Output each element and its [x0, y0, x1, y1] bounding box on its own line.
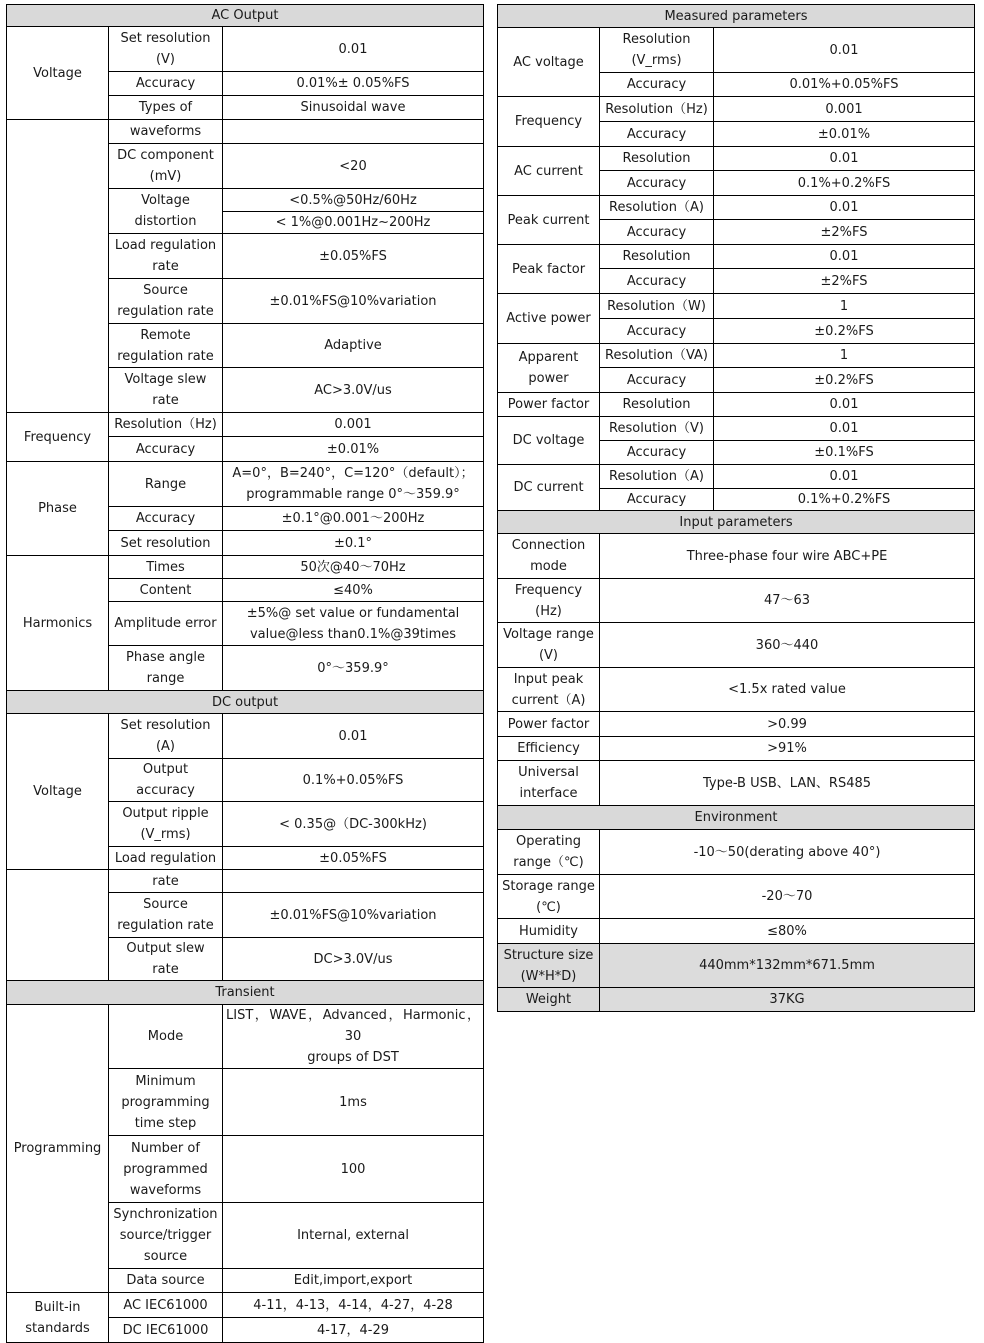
spec-cell: Range	[109, 462, 223, 507]
spec-cell: Peak current	[498, 196, 600, 245]
spec-cell: Storage range (℃)	[498, 875, 600, 919]
spec-cell: Harmonics	[7, 556, 109, 691]
spec-cell: Synchronization source/trigger source	[109, 1203, 223, 1269]
spec-cell: Edit,import,export	[223, 1269, 484, 1293]
spec-cell: Accuracy	[109, 72, 223, 96]
spec-cell: Resolution (V_rms)	[600, 28, 714, 73]
spec-cell: Accuracy	[109, 437, 223, 462]
spec-cell	[7, 870, 109, 981]
spec-row	[7, 5, 484, 27]
spec-cell: 0.01	[223, 714, 484, 759]
spec-row	[498, 534, 975, 579]
spec-cell: AC>3.0V/us	[223, 368, 484, 413]
spec-cell: Resolution（V)	[600, 417, 714, 441]
spec-cell: Power factor	[498, 712, 600, 737]
spec-row	[498, 919, 975, 944]
spec-cell: 0.01%± 0.05%FS	[223, 72, 484, 96]
spec-row	[7, 413, 484, 437]
spec-cell: DC>3.0V/us	[223, 938, 484, 981]
spec-cell	[223, 120, 484, 144]
spec-cell: Input peak current（A)	[498, 668, 600, 712]
measured-input-environment-spec-table	[497, 4, 975, 1012]
spec-cell: ±2%FS	[714, 220, 975, 245]
spec-row	[498, 28, 975, 73]
spec-cell	[7, 120, 109, 413]
spec-cell: 0.01	[714, 28, 975, 73]
spec-cell: DC component (mV)	[109, 144, 223, 189]
spec-cell: Weight	[498, 988, 600, 1012]
spec-cell: Accuracy	[600, 220, 714, 245]
spec-cell: Internal, external	[223, 1203, 484, 1269]
spec-cell: 0.1%+0.05%FS	[223, 759, 484, 802]
section-header: AC Output	[7, 5, 484, 27]
spec-cell: A=0°，B=240°，C=120°（default）； programmable range 0°～359.9°	[223, 462, 484, 507]
spec-cell: Source regulation rate	[109, 279, 223, 324]
spec-cell: Frequency	[7, 413, 109, 462]
spec-cell: 0.01	[714, 393, 975, 417]
spec-cell: <1.5x rated value	[600, 668, 975, 712]
spec-row	[498, 465, 975, 489]
spec-cell: Voltage	[7, 714, 109, 870]
spec-row	[498, 196, 975, 220]
spec-cell: DC voltage	[498, 417, 600, 465]
spec-cell: 0.01	[714, 465, 975, 489]
spec-cell: Content	[109, 579, 223, 602]
spec-row	[498, 147, 975, 171]
spec-row	[498, 737, 975, 761]
spec-cell: Types of	[109, 96, 223, 120]
section-header: Measured parameters	[498, 5, 975, 28]
spec-cell: Output ripple (V_rms)	[109, 802, 223, 847]
spec-cell: Frequency (Hz)	[498, 579, 600, 623]
spec-row	[7, 981, 484, 1005]
spec-cell: Voltage range (V)	[498, 623, 600, 668]
spec-cell: Voltage	[7, 27, 109, 120]
spec-cell: rate	[109, 870, 223, 893]
spec-row	[7, 120, 484, 144]
spec-cell: ±0.01%	[714, 122, 975, 147]
spec-cell: Resolution	[600, 147, 714, 171]
spec-cell: Three-phase four wire ABC+PE	[600, 534, 975, 579]
spec-cell: Resolution（A)	[600, 196, 714, 220]
spec-cell: 50次@40～70Hz	[223, 556, 484, 579]
right-table-body	[498, 5, 975, 1012]
spec-cell: Set resolution	[109, 531, 223, 556]
spec-cell: 0.01	[714, 196, 975, 220]
spec-cell: Set resolution (A)	[109, 714, 223, 759]
spec-cell: < 0.35@（DC-300kHz)	[223, 802, 484, 847]
spec-cell: Load regulation	[109, 847, 223, 870]
spec-cell	[223, 870, 484, 893]
spec-cell: 0.01	[714, 245, 975, 269]
spec-cell: Programming	[7, 1005, 109, 1293]
spec-cell: 0.01%+0.05%FS	[714, 73, 975, 97]
spec-row	[498, 761, 975, 806]
spec-cell: ±0.1°	[223, 531, 484, 556]
spec-cell: Resolution（Hz)	[109, 413, 223, 437]
spec-row	[498, 97, 975, 122]
spec-cell: Sinusoidal wave	[223, 96, 484, 120]
spec-cell: 100	[223, 1136, 484, 1203]
spec-cell: 440mm*132mm*671.5mm	[600, 944, 975, 988]
spec-row	[7, 691, 484, 714]
section-header: Transient	[7, 981, 484, 1005]
spec-cell: Power factor	[498, 393, 600, 417]
spec-row	[498, 944, 975, 988]
spec-cell: ±5%@ set value or fundamental value@less than0.1%@39times	[223, 602, 484, 646]
spec-row	[498, 623, 975, 668]
spec-row	[498, 393, 975, 417]
spec-cell: 0.01	[714, 147, 975, 171]
spec-cell: ±0.2%FS	[714, 368, 975, 393]
spec-row	[498, 988, 975, 1012]
spec-cell: Apparent power	[498, 344, 600, 393]
spec-cell: Resolution（W)	[600, 294, 714, 319]
spec-cell: 4-17，4-29	[223, 1318, 484, 1343]
spec-cell: Resolution	[600, 393, 714, 417]
spec-cell: 47～63	[600, 579, 975, 623]
ac-dc-transient-spec-table	[6, 4, 484, 1343]
spec-cell: Efficiency	[498, 737, 600, 761]
spec-cell: Set resolution (V)	[109, 27, 223, 72]
spec-row	[7, 556, 484, 579]
spec-cell: Humidity	[498, 919, 600, 944]
spec-cell: ±0.01%FS@10%variation	[223, 893, 484, 938]
spec-cell: Accuracy	[600, 441, 714, 465]
spec-row	[498, 712, 975, 737]
spec-cell: Output accuracy	[109, 759, 223, 802]
spec-cell: ±0.01%	[223, 437, 484, 462]
spec-cell: <20	[223, 144, 484, 189]
spec-cell: ±0.1%FS	[714, 441, 975, 465]
spec-cell: 4-11，4-13，4-14，4-27，4-28	[223, 1293, 484, 1318]
spec-cell: 1	[714, 294, 975, 319]
spec-cell: Operating range（℃)	[498, 830, 600, 875]
spec-cell: Load regulation rate	[109, 234, 223, 279]
spec-row	[498, 245, 975, 269]
spec-cell: Accuracy	[600, 171, 714, 196]
spec-cell: Resolution（VA)	[600, 344, 714, 368]
spec-row	[7, 870, 484, 893]
spec-cell: Connection mode	[498, 534, 600, 579]
spec-cell: Active power	[498, 294, 600, 344]
spec-cell: Accuracy	[600, 269, 714, 294]
spec-cell: 0°～359.9°	[223, 646, 484, 691]
spec-row	[498, 579, 975, 623]
section-header: DC output	[7, 691, 484, 714]
spec-row	[498, 344, 975, 368]
section-header: Environment	[498, 806, 975, 830]
spec-cell: Times	[109, 556, 223, 579]
spec-cell: Accuracy	[600, 73, 714, 97]
spec-cell: <0.5%@50Hz/60Hz	[223, 189, 484, 212]
spec-cell: Source regulation rate	[109, 893, 223, 938]
spec-cell: ±0.1°@0.001～200Hz	[223, 507, 484, 531]
spec-row	[7, 1005, 484, 1069]
spec-cell: ±0.05%FS	[223, 234, 484, 279]
spec-cell: Type-B USB、LAN、RS485	[600, 761, 975, 806]
spec-cell: Minimum programming time step	[109, 1069, 223, 1136]
spec-cell: Frequency	[498, 97, 600, 147]
spec-cell: 37KG	[600, 988, 975, 1012]
spec-cell: ±0.2%FS	[714, 319, 975, 344]
spec-row	[7, 27, 484, 72]
spec-cell: 0.01	[223, 27, 484, 72]
spec-cell: Voltage distortion	[109, 189, 223, 234]
spec-cell: Data source	[109, 1269, 223, 1293]
spec-cell: ±2%FS	[714, 269, 975, 294]
spec-cell: < 1%@0.001Hz~200Hz	[223, 212, 484, 234]
spec-cell: Universal interface	[498, 761, 600, 806]
spec-cell: AC current	[498, 147, 600, 196]
spec-cell: 1ms	[223, 1069, 484, 1136]
spec-row	[498, 511, 975, 534]
spec-row	[498, 830, 975, 875]
spec-cell: Accuracy	[600, 368, 714, 393]
spec-cell: >0.99	[600, 712, 975, 737]
spec-cell: Remote regulation rate	[109, 324, 223, 368]
spec-row	[7, 714, 484, 759]
spec-cell: Accuracy	[109, 507, 223, 531]
spec-cell: ±0.01%FS@10%variation	[223, 279, 484, 324]
spec-cell: Resolution（A)	[600, 465, 714, 489]
spec-cell: LIST，WAVE，Advanced，Harmonic，30 groups of DST	[223, 1005, 484, 1069]
spec-cell: ≤80%	[600, 919, 975, 944]
spec-cell: Phase angle range	[109, 646, 223, 691]
spec-cell: DC IEC61000	[109, 1318, 223, 1343]
spec-cell: Resolution	[600, 245, 714, 269]
spec-cell: Accuracy	[600, 122, 714, 147]
spec-cell: Structure size (W*H*D)	[498, 944, 600, 988]
spec-cell: 0.001	[223, 413, 484, 437]
spec-cell: DC current	[498, 465, 600, 511]
left-table-body	[7, 5, 484, 1343]
spec-cell: ≤40%	[223, 579, 484, 602]
spec-cell: Accuracy	[600, 489, 714, 511]
spec-cell: 0.01	[714, 417, 975, 441]
spec-cell: -10～50(derating above 40°)	[600, 830, 975, 875]
spec-cell: Resolution（Hz)	[600, 97, 714, 122]
spec-cell: Accuracy	[600, 319, 714, 344]
spec-cell: Output slew rate	[109, 938, 223, 981]
spec-cell: Number of programmed waveforms	[109, 1136, 223, 1203]
spec-cell: ±0.05%FS	[223, 847, 484, 870]
spec-row	[498, 668, 975, 712]
spec-row	[498, 806, 975, 830]
spec-cell: >91%	[600, 737, 975, 761]
spec-cell: 0.1%+0.2%FS	[714, 171, 975, 196]
spec-cell: 1	[714, 344, 975, 368]
spec-cell: Amplitude error	[109, 602, 223, 646]
spec-cell: 360～440	[600, 623, 975, 668]
spec-cell: -20～70	[600, 875, 975, 919]
spec-cell: Phase	[7, 462, 109, 556]
spec-cell: waveforms	[109, 120, 223, 144]
spec-row	[7, 462, 484, 507]
section-header: Input parameters	[498, 511, 975, 534]
spec-cell: AC voltage	[498, 28, 600, 97]
spec-row	[498, 294, 975, 319]
spec-cell: Peak factor	[498, 245, 600, 294]
spec-cell: Built-in standards	[7, 1293, 109, 1343]
spec-cell: AC IEC61000	[109, 1293, 223, 1318]
spec-cell: 0.001	[714, 97, 975, 122]
spec-cell: Adaptive	[223, 324, 484, 368]
spec-row	[498, 5, 975, 28]
spec-cell: Voltage slew rate	[109, 368, 223, 413]
spec-row	[498, 875, 975, 919]
spec-row	[498, 417, 975, 441]
spec-cell: Mode	[109, 1005, 223, 1069]
spec-cell: 0.1%+0.2%FS	[714, 489, 975, 511]
